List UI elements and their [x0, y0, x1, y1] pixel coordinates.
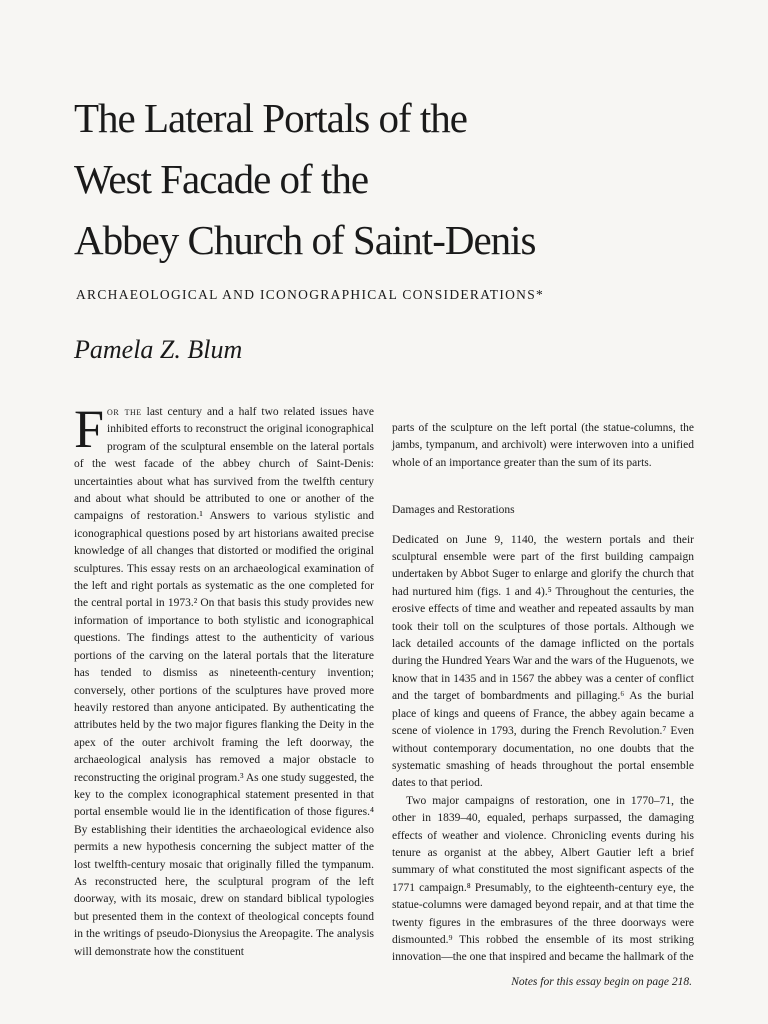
left-column — [74, 399, 374, 961]
article-subtitle: ARCHAEOLOGICAL AND ICONOGRAPHICAL CONSIDERATIONS* — [76, 287, 545, 302]
title-line: Abbey Church of Saint-Denis — [74, 217, 536, 263]
right-column — [392, 420, 694, 967]
footer-note: Notes for this essay begin on page 218. — [511, 976, 692, 988]
intro-paragraph — [74, 399, 374, 961]
section-heading: Damages and Restorations — [392, 504, 515, 517]
body-paragraph: Dedicated on June 9, 1140, the western portals and their sculptural ensemble were part of the first building campaign undertaken by Abbot Suger to enlarge and glorify the church that had nurtured him (figs. 1 and 4).⁵ Throughout the centuries, the erosive effects of time and weather and repeated assaults by man took their toll on the sculptures of those portals. Although we lack detailed accounts of the damage inflicted on the portals during the Hundred Years War and the wars of the Huguenots, we know that in 1435 and in 1567 the abbey was a center of conflict and the target of bombardments and pillaging.⁶ As the burial place of kings and queens of France, the abbey again became a scene of violence in 1793, during the French Revolution.⁷ Even without contemporary documentation, no one doubts that the systematic smashing of heads throughout the portal ensemble dates to that period. — [392, 533, 694, 790]
lead-in-smallcaps: or the — [107, 406, 142, 418]
article-title — [74, 88, 694, 271]
author-name: Pamela Z. Blum — [74, 335, 243, 364]
body-paragraph: Two major campaigns of restoration, one in 1770–71, the other in 1839–40, equaled, perhaps surpassed, the damaging effects of weather and violence. Chronicling events during his tenure as organist at the abbey, Albert Gautier left a brief summary of what constituted the most significant aspects of the 1771 campaign.⁸ Presumably, to the eighteenth-century eye, the statue-columns were damaged beyond repair, and at that time the twenty figures in the embrasures of the three doorways were dismounted.⁹ This robbed the ensemble of its most striking innovation—the one that inspired and became the hallmark of the — [392, 794, 694, 964]
drop-cap: F — [74, 399, 105, 459]
intro-text: last century and a half two related issues have inhibited efforts to reconstruct the original iconographical program of the sculptural ensemble on the lateral portals of the west facade of the abbey church of Saint-Denis: uncertainties about what has survived from the twelfth century and about what should be attributed to one or another of the campaigns of restoration.¹ Answers to various stylistic and iconographical questions posed by art historians awaited precise knowledge of all changes that distorted or modified the original sculptures. This essay rests on an archaeological examination of the left and right portals as systematic as the one completed for the central portal in 1973.² On that basis this study provides new information of importance to both stylistic and iconographical questions. The findings attest to the authenticity of various portions of the carving on the lateral portals that the literature has tended to dismiss as nineteenth-century invention; conversely, other portions of the sculptures have proved more heavily restored than anyone anticipated. By authenticating the attributes held by the two major figures flanking the Deity in the apex of the outer archivolt framing the left doorway, the archaeological analysis has removed a major obstacle to reconstructing the original program.³ As one study suggested, the key to the complex iconographical statement presented in that portal ensemble would lie in the identification of those figures.⁴ By establishing their identities the archaeological evidence also permits a new hypothesis concerning the subject matter of the lost twelfth-century mosaic that originally filled the tympanum. As reconstructed here, the sculptural program of the left doorway, with its mosaic, drew on standard biblical typologies but presented them in the context of theological concepts found in the writings of pseudo-Dionysius the Areopagite. The analysis will demonstrate how the constituent — [74, 406, 374, 958]
title-line: West Facade of the — [74, 156, 369, 202]
title-line: The Lateral Portals of the — [74, 95, 467, 141]
continuation-paragraph: parts of the sculpture on the left portal (the statue-columns, the jambs, tympanum, and archivolt) were interwoven into a unified whole of an importance greater than the sum of its parts. — [392, 422, 694, 469]
